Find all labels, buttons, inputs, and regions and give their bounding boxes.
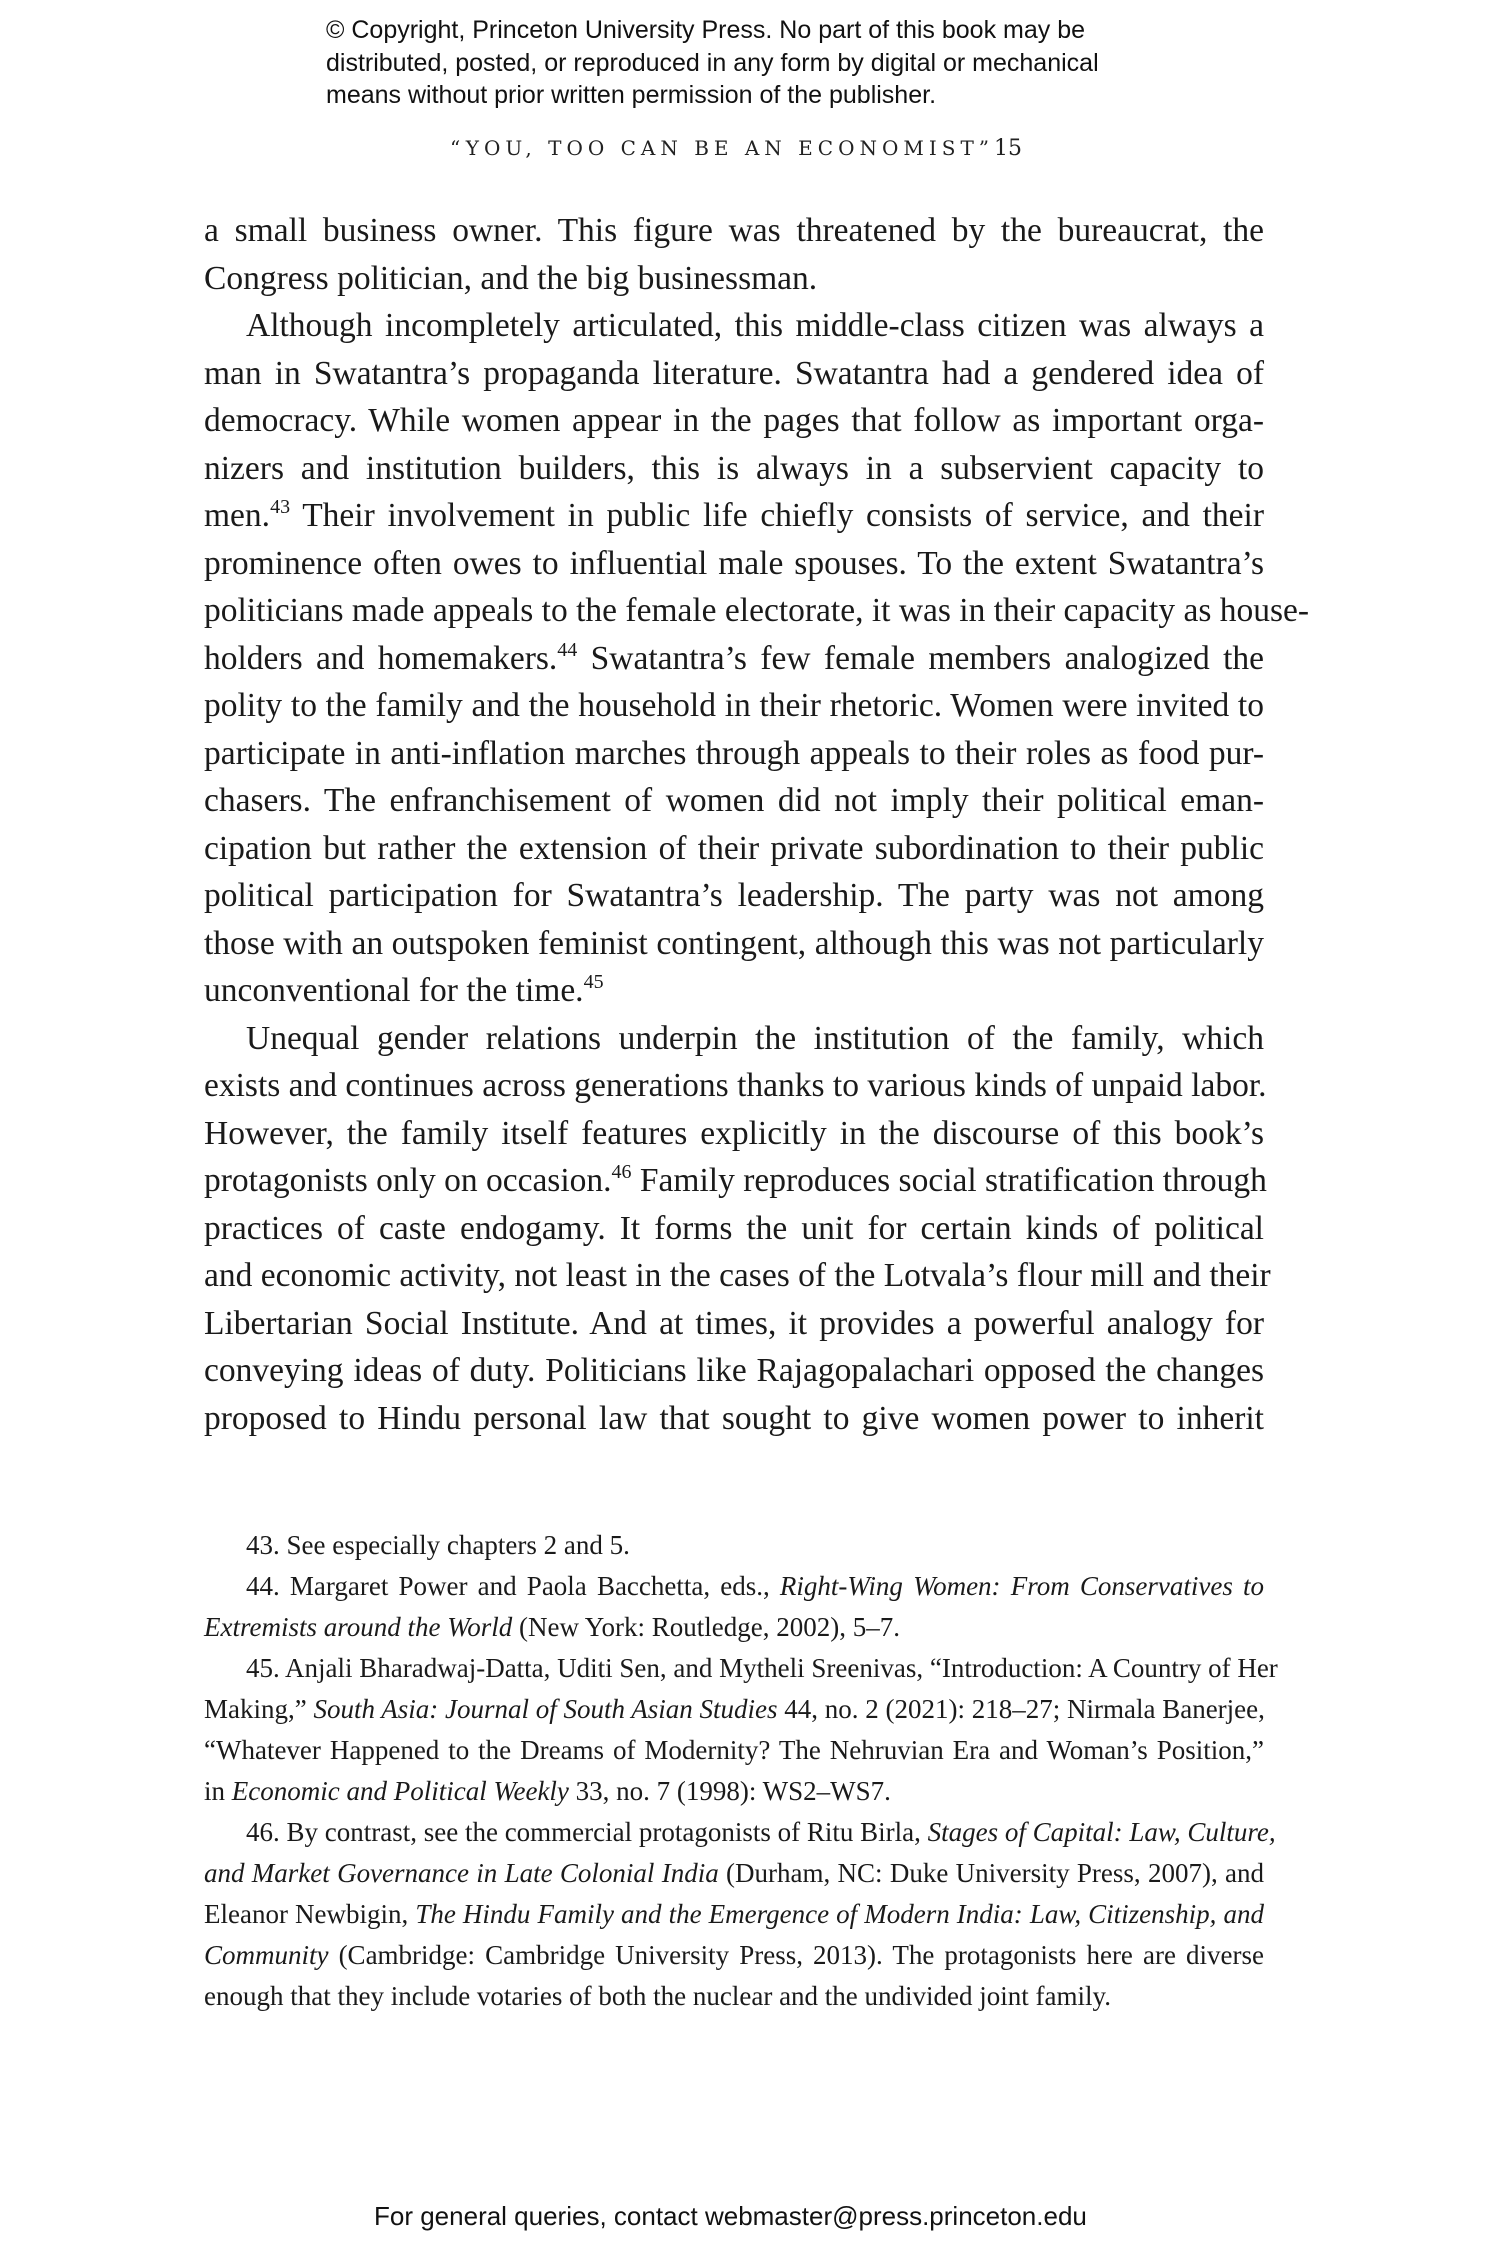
body-line: Although incompletely articulated, this middle-class citizen was always a (246, 307, 1264, 344)
footnote-line (204, 1607, 1264, 1648)
footnote-title: Stages of Capital: Law, Culture, (927, 1817, 1276, 1847)
body-line: Congress politician, and the big businessman. (204, 259, 818, 297)
footnotes (204, 1525, 1278, 2017)
page-number: 15 (994, 136, 1022, 161)
copyright-line: means without prior written permission of the publisher. (326, 81, 937, 109)
footnote-text: (Durham, NC: Duke University Press, 2007), and (718, 1858, 1264, 1888)
footnote-title: Community (204, 1940, 329, 1970)
footnote-text: (New York: Routledge, 2002), 5–7. (512, 1612, 900, 1642)
body-line: proposed to Hindu personal law that sought to give women power to inherit (204, 1399, 1264, 1437)
footnote-title: Right-Wing Women: From Conservatives to (779, 1571, 1264, 1601)
body-text (204, 207, 1310, 1442)
running-head: “YOU, TOO CAN BE AN ECONOMIST” (450, 136, 995, 160)
body-line: a small business owner. This figure was threatened by the bureaucrat, the (204, 212, 1264, 249)
body-text-span: protagonists only on occasion. (204, 1162, 612, 1199)
copyright-line: distributed, posted, or reproduced in any form by digital or mechanical (326, 48, 1099, 77)
footnote-line (204, 1853, 1264, 1894)
body-line: political participation for Swatantra’s leadership. The party was not among (204, 877, 1264, 914)
footer-contact: For general queries, contact webmaster@press.princeton.edu (374, 2201, 1087, 2231)
copyright-notice (326, 14, 1226, 112)
footnote-43 (204, 1525, 1264, 1566)
footnote-text: 44. Margaret Power and Paola Bacchetta, eds., (246, 1571, 780, 1601)
body-line: and economic activity, not least in the cases of the Lotvala’s flour mill and their (204, 1257, 1271, 1294)
footnote-title: The Hindu Family and the Emergence of Modern India: Law, Citizenship, and (415, 1899, 1264, 1929)
body-text-span: Family reproduces social stratification through (631, 1162, 1267, 1199)
body-text-span: holders and homemakers. (204, 639, 558, 677)
footnote-ref-45[interactable]: 45 (583, 971, 604, 993)
footnote-title: Economic and Political Weekly (231, 1776, 569, 1806)
footnote-text: Eleanor Newbigin, (204, 1899, 416, 1929)
footnote-title: and Market Governance in Late Colonial India (204, 1858, 719, 1888)
body-line: participate in anti-inflation marches through appeals to their roles as food pur- (204, 734, 1264, 772)
footnote-ref-43[interactable]: 43 (270, 496, 291, 518)
body-line: those with an outspoken feminist contingent, although this was not particularly (204, 924, 1264, 962)
copyright-line: © Copyright, Princeton University Press. No part of this book may be (326, 16, 1086, 44)
footnote-line (204, 1566, 1264, 1607)
body-line: cipation but rather the extension of their private subordination to their public (204, 829, 1264, 867)
footnote-title: Extremists around the World (204, 1612, 513, 1642)
footnote-text: 46. By contrast, see the commercial protagonists of Ritu Birla, (246, 1817, 928, 1847)
footnote-text: 33, no. 7 (1998): WS2–WS7. (568, 1776, 891, 1806)
footnote-46 (204, 1812, 1276, 2017)
footnote-line (204, 1689, 1264, 1730)
footnote-text: Making,” (204, 1694, 314, 1724)
footnote-44 (204, 1566, 1264, 1648)
footnote-text: 44, no. 2 (2021): 218–27; Nirmala Banerjee, (777, 1694, 1265, 1724)
body-line: politicians made appeals to the female electorate, it was in their capacity as house- (204, 592, 1310, 629)
footnote-line: enough that they include votaries of both the nuclear and the undivided joint family. (204, 1981, 1112, 2011)
footnote-45 (204, 1648, 1278, 1812)
footnote-line (204, 1894, 1264, 1935)
body-line: exists and continues across generations thanks to various kinds of unpaid labor. (204, 1067, 1267, 1104)
footnote-line: 43. See especially chapters 2 and 5. (246, 1530, 630, 1560)
body-text-span: men. (204, 497, 271, 534)
body-text-span: unconventional for the time. (204, 972, 584, 1009)
body-line (204, 635, 1264, 683)
body-line: polity to the family and the household in their rhetoric. Women were invited to (204, 687, 1264, 724)
body-line (204, 492, 1264, 540)
body-line: conveying ideas of duty. Politicians like Rajagopalachari opposed the changes (204, 1352, 1264, 1389)
body-line: practices of caste endogamy. It forms the unit for certain kinds of political (204, 1209, 1264, 1247)
body-line (204, 1157, 1267, 1205)
body-line: democracy. While women appear in the pages that follow as important orga- (204, 402, 1264, 439)
body-line (204, 967, 1264, 1015)
body-line: Libertarian Social Institute. And at times, it provides a powerful analogy for (204, 1304, 1264, 1342)
footnote-line: 45. Anjali Bharadwaj-Datta, Uditi Sen, and Mytheli Sreenivas, “Introduction: A Country of Her (246, 1653, 1278, 1683)
body-text-span: Swatantra’s few female members analogized the (577, 639, 1264, 677)
footnote-text: in (204, 1776, 232, 1806)
body-line: chasers. The enfranchisement of women did not imply their political eman- (204, 782, 1264, 819)
footnote-line: “Whatever Happened to the Dreams of Modernity? The Nehruvian Era and Woman’s Position,” (204, 1735, 1264, 1765)
footnote-title: South Asia: Journal of South Asian Studies (313, 1694, 778, 1724)
body-text-span: Their involvement in public life chiefly consists of service, and their (290, 497, 1264, 534)
body-line: Unequal gender relations underpin the institution of the family, which (246, 1019, 1264, 1057)
body-line: man in Swatantra’s propaganda literature. Swatantra had a gendered idea of (204, 354, 1264, 392)
body-line: However, the family itself features explicitly in the discourse of this book’s (204, 1114, 1264, 1152)
footnote-line (204, 1935, 1264, 1976)
footnote-ref-46[interactable]: 46 (611, 1161, 632, 1183)
footnote-line (204, 1771, 1264, 1812)
body-line: nizers and institution builders, this is always in a subservient capacity to (204, 449, 1264, 487)
footnote-text: (Cambridge: Cambridge University Press, 2013). The protagonists here are diverse (328, 1940, 1264, 1970)
body-line: prominence often owes to influential male spouses. To the extent Swatantra’s (204, 544, 1264, 582)
footnote-ref-44[interactable]: 44 (557, 638, 578, 661)
footnote-line (204, 1812, 1276, 1853)
